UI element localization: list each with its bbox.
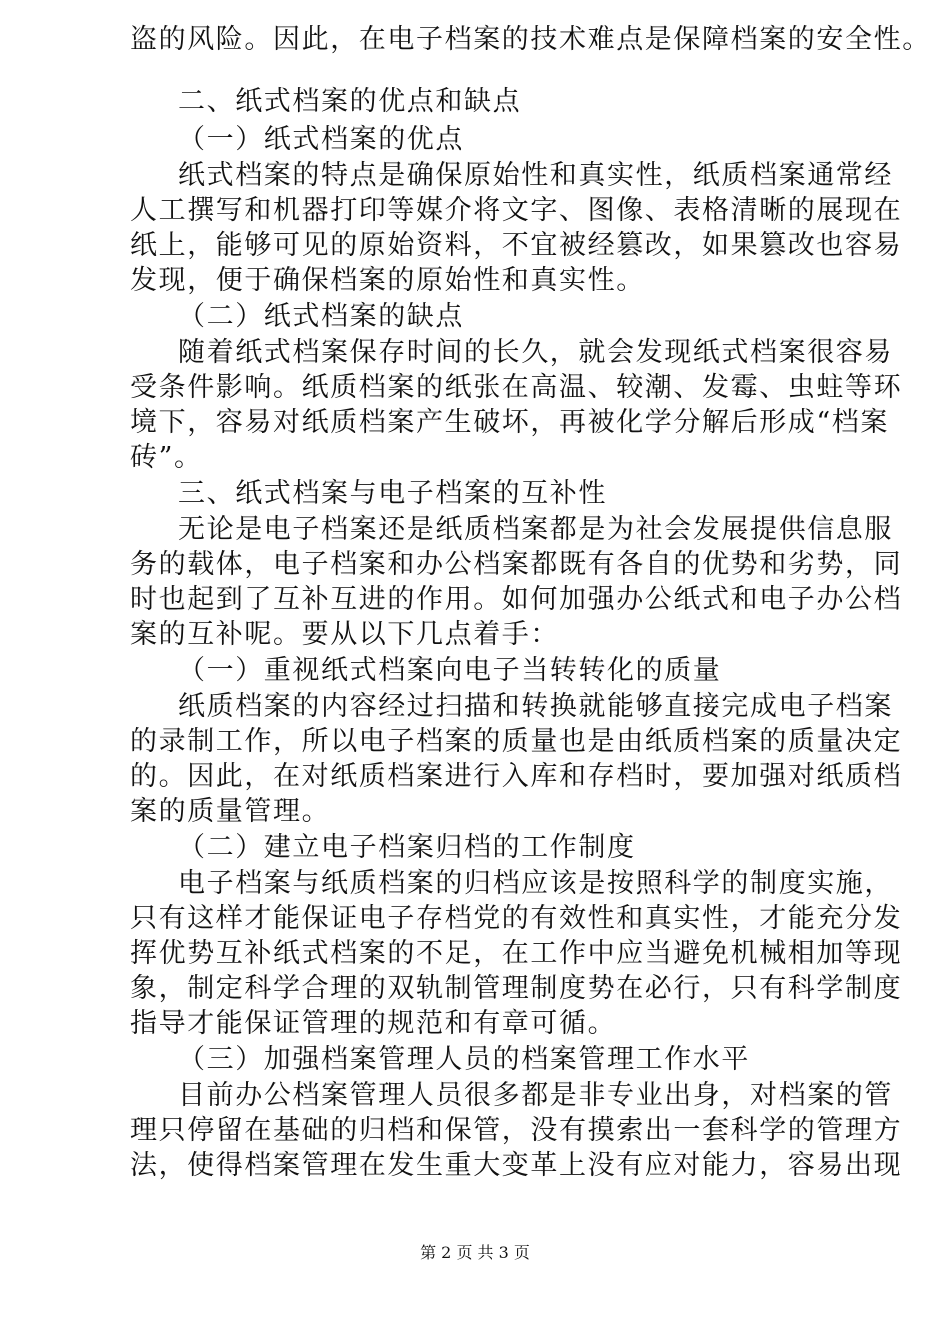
paragraph-line: 挥优势互补纸式档案的不足，在工作中应当避免机械相加等现 bbox=[130, 938, 903, 969]
paragraph-line: 法，使得档案管理在发生重大变革上没有应对能力，容易出现 bbox=[130, 1150, 903, 1181]
paragraph-line: 只有这样才能保证电子存档党的有效性和真实性，才能充分发 bbox=[130, 903, 903, 934]
page-footer: 第 2 页 共 3 页 bbox=[420, 1243, 530, 1262]
paragraph-line: （二）建立电子档案归档的工作制度 bbox=[178, 832, 636, 863]
paragraph-line: 发现，便于确保档案的原始性和真实性。 bbox=[130, 265, 645, 296]
paragraph-line: 砖”。 bbox=[130, 442, 203, 473]
paragraph-line: 纸质档案的内容经过扫描和转换就能够直接完成电子档案 bbox=[178, 691, 893, 722]
paragraph-line: 纸式档案的特点是确保原始性和真实性，纸质档案通常经 bbox=[178, 160, 893, 191]
paragraph-line: 受条件影响。纸质档案的纸张在高温、较潮、发霉、虫蛀等环 bbox=[130, 372, 903, 403]
paragraph-line: 目前办公档案管理人员很多都是非专业出身，对档案的管 bbox=[178, 1080, 893, 1111]
paragraph-line: 电子档案与纸质档案的归档应该是按照科学的制度实施， bbox=[178, 868, 893, 899]
paragraph-line: 二、纸式档案的优点和缺点 bbox=[178, 86, 522, 117]
paragraph-line: 案的互补呢。要从以下几点着手： bbox=[130, 619, 559, 650]
paragraph-line: 象，制定科学合理的双轨制管理制度势在必行，只有科学制度 bbox=[130, 973, 903, 1004]
paragraph-line: 盗的风险。因此，在电子档案的技术难点是保障档案的安全性。 bbox=[130, 24, 931, 55]
paragraph-line: （三）加强档案管理人员的档案管理工作水平 bbox=[178, 1044, 750, 1075]
paragraph-line: 的。因此，在对纸质档案进行入库和存档时，要加强对纸质档 bbox=[130, 761, 903, 792]
paragraph-line: 无论是电子档案还是纸质档案都是为社会发展提供信息服 bbox=[178, 514, 893, 545]
paragraph-line: 三、纸式档案与电子档案的互补性 bbox=[178, 478, 607, 509]
paragraph-line: 境下，容易对纸质档案产生破坏，再被化学分解后形成“档案 bbox=[130, 407, 890, 438]
paragraph-line: 的录制工作，所以电子档案的质量也是由纸质档案的质量决定 bbox=[130, 726, 903, 757]
paragraph-line: 随着纸式档案保存时间的长久，就会发现纸式档案很容易 bbox=[178, 337, 893, 368]
paragraph-line: 人工撰写和机器打印等媒介将文字、图像、表格清晰的展现在 bbox=[130, 195, 903, 226]
paragraph-line: （一）重视纸式档案向电子当转转化的质量 bbox=[178, 655, 722, 686]
paragraph-line: 务的载体，电子档案和办公档案都既有各自的优势和劣势，同 bbox=[130, 549, 903, 580]
paragraph-line: 案的质量管理。 bbox=[130, 796, 331, 827]
paragraph-line: 理只停留在基础的归档和保管，没有摸索出一套科学的管理方 bbox=[130, 1115, 903, 1146]
paragraph-line: 指导才能保证管理的规范和有章可循。 bbox=[130, 1008, 617, 1039]
paragraph-line: 纸上，能够可见的原始资料，不宜被经篡改，如果篡改也容易 bbox=[130, 230, 903, 261]
paragraph-line: （二）纸式档案的缺点 bbox=[178, 301, 464, 332]
paragraph-line: 时也起到了互补互进的作用。如何加强办公纸式和电子办公档 bbox=[130, 584, 903, 615]
paragraph-line: （一）纸式档案的优点 bbox=[178, 124, 464, 155]
